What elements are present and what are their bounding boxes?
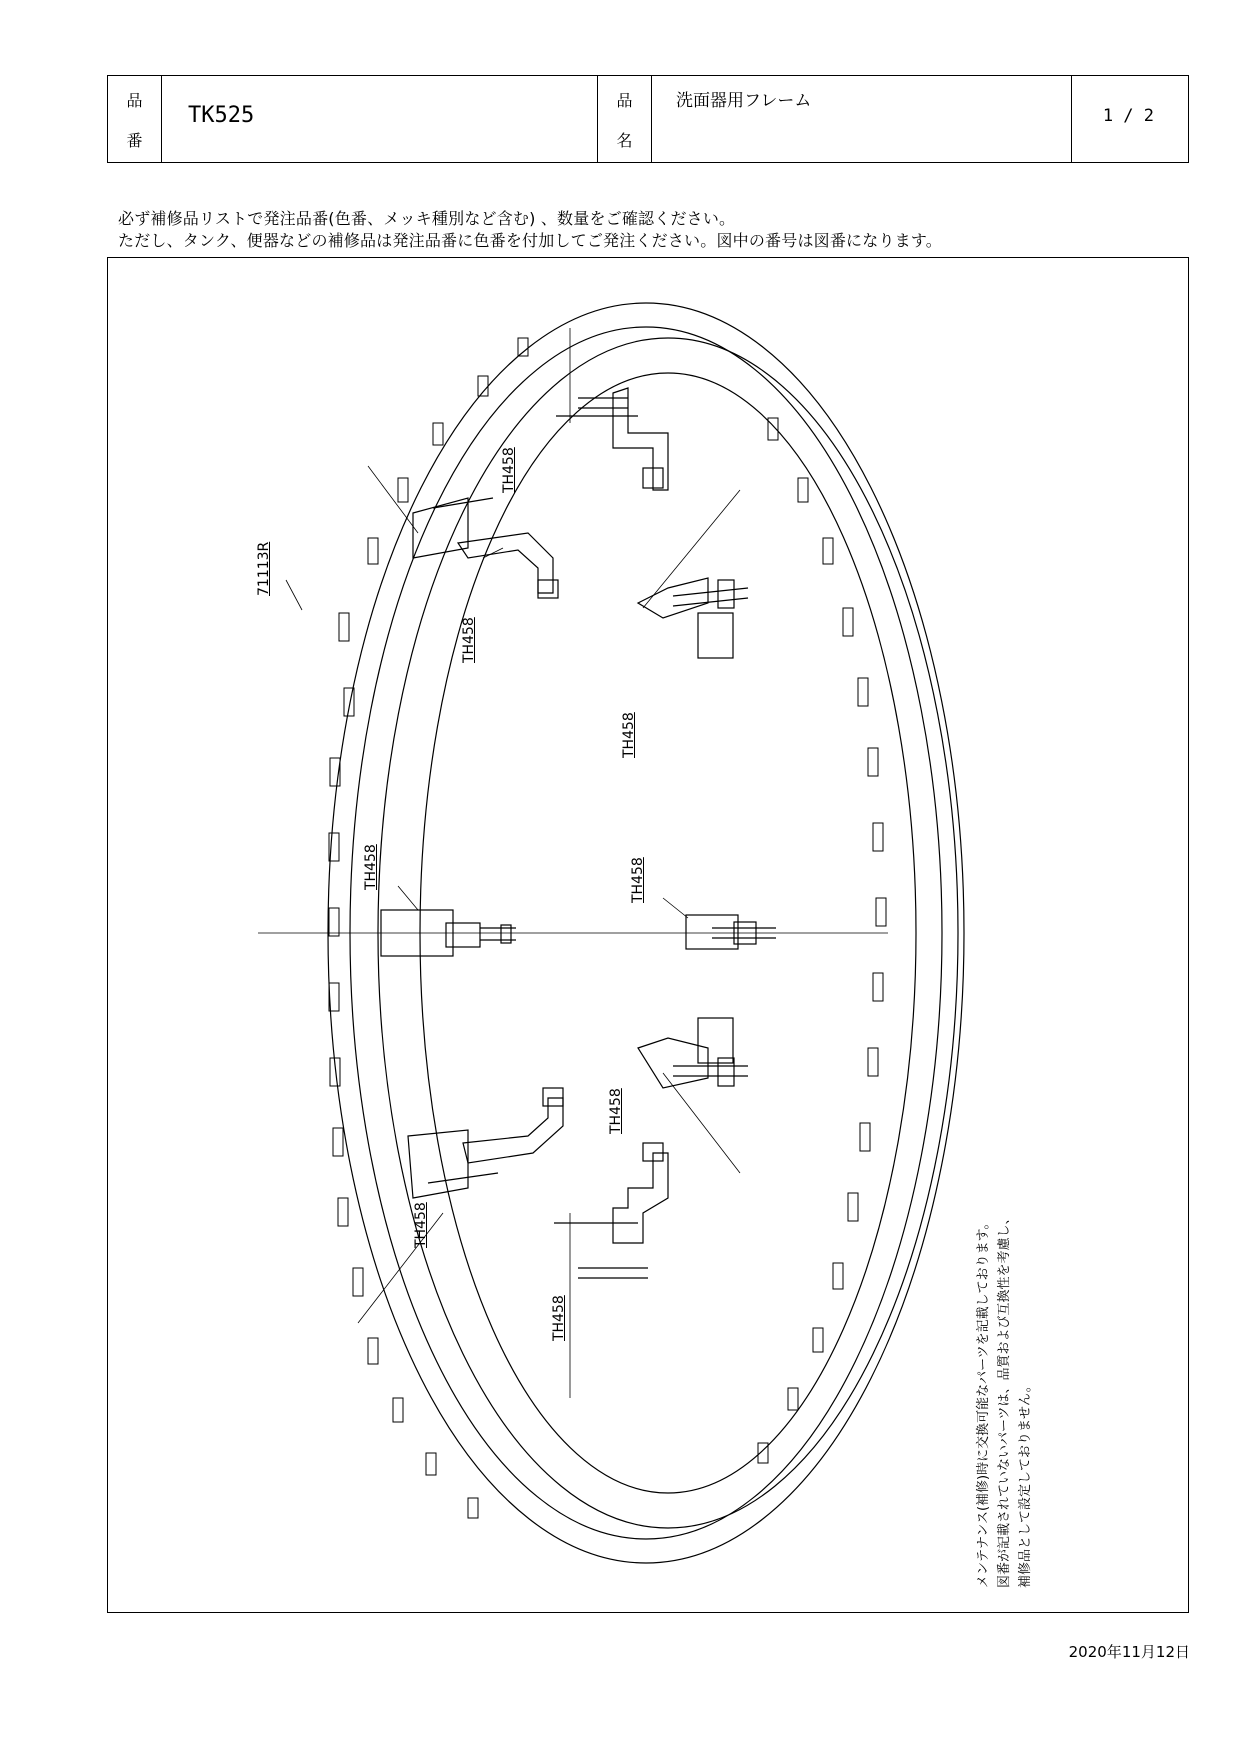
product-number-label-cell bbox=[108, 76, 162, 162]
product-number-cell bbox=[162, 76, 598, 162]
bracket-left-middle bbox=[381, 886, 516, 956]
bracket-upper-left bbox=[368, 466, 558, 598]
product-name: 洗面器用フレーム bbox=[676, 91, 812, 111]
bracket-right-middle bbox=[663, 898, 776, 949]
bracket-part-label-lower-left: TH458 bbox=[413, 1202, 429, 1248]
issue-date: 2020年11月12日 bbox=[1068, 1643, 1190, 1661]
notice-line-2: ただし、タンク、便器などの補修品は発注品番に色番を付加してご発注ください。図中の番号は図番になります。 bbox=[118, 231, 942, 250]
page-number: 1 / 2 bbox=[1102, 106, 1154, 126]
product-number: TK525 bbox=[188, 103, 255, 128]
product-number-label-top: 品 bbox=[126, 91, 143, 110]
drawing-frame bbox=[107, 257, 1189, 1613]
bracket-part-label-bottom: TH458 bbox=[551, 1295, 567, 1341]
page-cell bbox=[1072, 76, 1188, 162]
bracket-part-label-top: TH458 bbox=[501, 447, 517, 493]
remark-line-2: 図番が記載されていないパーツは、品質および互換性を考慮し、 bbox=[997, 1211, 1012, 1588]
product-number-label-bottom: 番 bbox=[126, 131, 143, 150]
bracket-right-lower bbox=[638, 1018, 748, 1173]
maintenance-remark bbox=[973, 1212, 1036, 1588]
product-name-label-top: 品 bbox=[616, 91, 633, 110]
bracket-right-upper bbox=[638, 490, 748, 658]
bracket-part-label-right-upper: TH458 bbox=[621, 712, 637, 758]
bracket-part-label-left-middle: TH458 bbox=[363, 844, 379, 890]
product-name-label-cell bbox=[598, 76, 652, 162]
bracket-part-label-right-middle: TH458 bbox=[630, 857, 646, 903]
bracket-bottom bbox=[554, 1143, 668, 1398]
bracket-part-label-upper-left: TH458 bbox=[461, 617, 477, 663]
remark-line-1: メンテナンス(補修)時に交換可能なパーツを記載しております。 bbox=[976, 1216, 991, 1588]
notice-line-1: 必ず補修品リストで発注品番(色番、メッキ種別など含む) 、数量をご確認ください。 bbox=[118, 209, 736, 228]
bracket-part-label-right-lower: TH458 bbox=[608, 1088, 624, 1134]
product-name-label-bottom: 名 bbox=[616, 131, 633, 150]
bracket-lower-left bbox=[358, 1088, 563, 1323]
frame-part-label: 71113R bbox=[256, 541, 272, 596]
title-block bbox=[107, 75, 1189, 163]
leader-71113R bbox=[286, 580, 302, 610]
bracket-top bbox=[556, 328, 668, 490]
remark-line-3: 補修品として設定しておりません。 bbox=[1018, 1379, 1033, 1588]
product-name-cell bbox=[652, 76, 1072, 162]
